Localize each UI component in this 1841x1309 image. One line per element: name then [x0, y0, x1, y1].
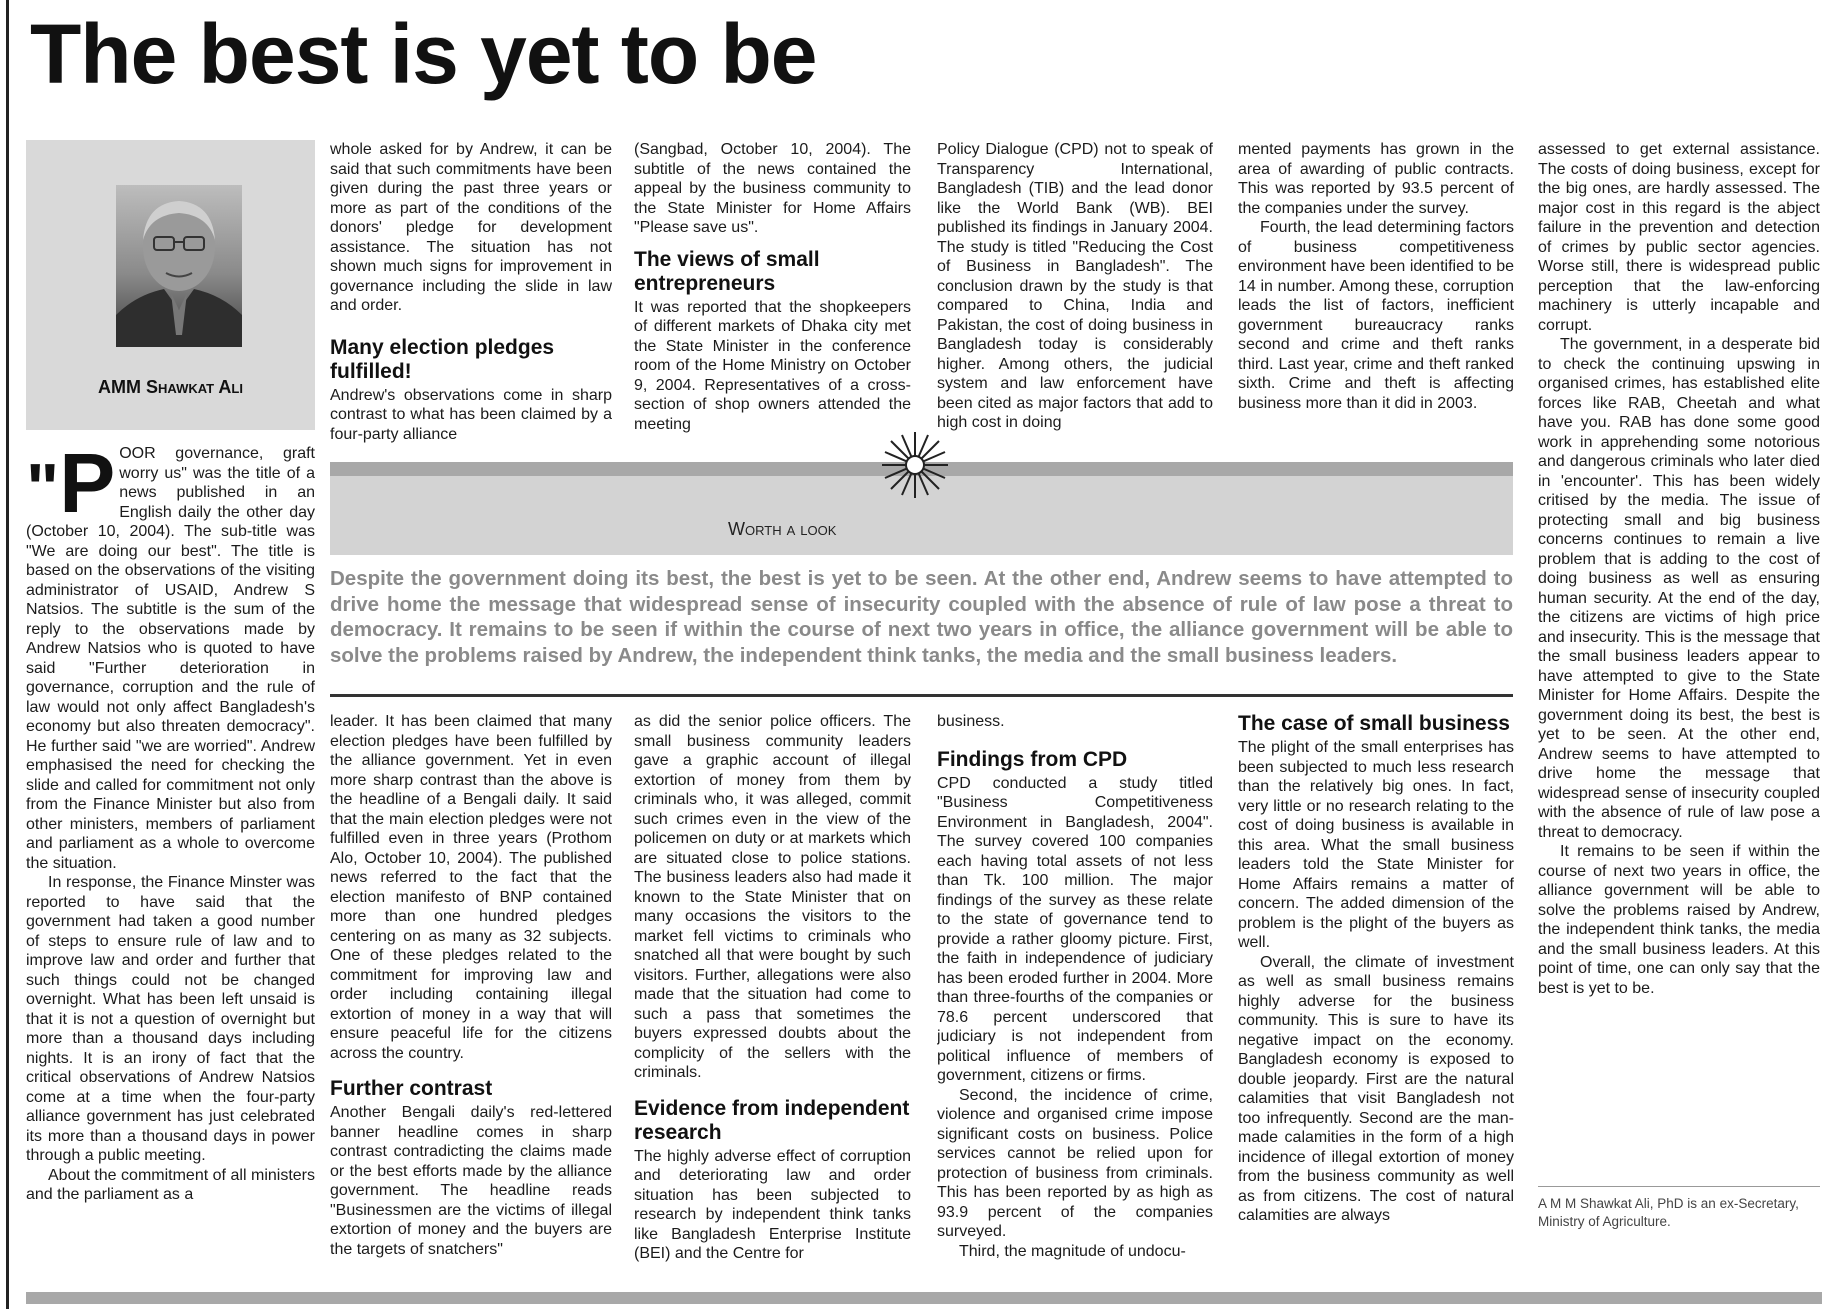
paragraph: In response, the Finance Minster was reported to have said that the government had taken a good number of steps to ensure rule of law and to improve law and order and further that such things could not be changed overnight. What has been left unsaid is that it is not a question of overnight but more than a thousand days including nights. It is an irony of fact that the critical observations of Andrew Natsios come at a time when the four-party alliance government has just celebrated its more than a thousand days in power through a public meeting. — [26, 874, 315, 1164]
paragraph: Another Bengali daily's red-lettered banner headline comes in sharp contrast contradicting the claims made or the best efforts made by the alliance government. The headline reads "Businessmen are the victims of illegal extortion of money and the buyers are the targets of snatchers" — [330, 1104, 612, 1258]
section-label: Worth a look — [728, 519, 837, 539]
paragraph: Overall, the climate of investment as well as small business remains highly adverse for the business community. This is sure to have its negative impact on the economy. Bangladesh economy is exposed to double jeopardy. First are the natural calamities that visit Bangladesh not too infrequently. Second are the man-made calamities in the form of a high incidence of illegal extortion of money from the business community as well as from citizens. The cost of natural calamities are always — [1238, 953, 1514, 1224]
paragraph: Andrew's observations come in sharp contrast to what has been claimed by a four-party alliance — [330, 386, 612, 443]
subheading: Findings from CPD — [937, 747, 1128, 771]
column-2-bottom — [330, 712, 612, 1287]
author-photo — [116, 185, 242, 347]
paragraph: The government, in a desperate bid to check the continuing upswing in organised crimes, has established elite forces like RAB, Cheetah and what have you. RAB has done some good work in apprehending some notorious and dangerous criminals who later died in 'encounter'. This has been widely critised by the media. The issue of protecting small and big business concerns continues to remain a live problem that is adding to the cost of doing business as well as ensuring human security. At the end of the day, the citizens are victims of high price and insecurity. This is the message that the small business leaders appear to have attempted to give to the State Minister for Home Affairs. Despite the government doing its best, the best is yet to be seen. At the other end, Andrew seems to have attempted to drive home the message that widespread sense of insecurity coupled with the absence of rule of law pose a threat to democracy. — [1538, 336, 1820, 841]
pull-quote-text: Despite the government doing its best, the best is yet to be seen. At the other end, Andrew seems to have attempted to drive home the message that widespread sense of insecurity coupled with the absence of rule of law pose a threat to democracy. It remains to be seen if within the course of next two years in office, the alliance government will be able to solve the problems raised by Andrew, the independent think tanks, the media and the small business leaders. — [330, 567, 1513, 667]
paragraph: mented payments has grown in the area of awarding of public contracts. This was reported by 93.5 percent of the companies under the survey. — [1238, 141, 1514, 217]
drop-cap: "P — [26, 444, 116, 530]
paragraph: CPD conducted a study titled "Business Competitiveness Environment in Bangladesh, 2004". The survey covered 100 companies each having total assets of not less than Tk. 100 million. The major findings of the survey as these relate to the state of governance tend to provide a rather gloomy picture. First, the faith in independence of judiciary has been eroded further in 2004. More than three-fourths of the companies or 78.6 percent underscored that judiciary is not independent from political influence of members of government, citizens or firms. — [937, 774, 1213, 1084]
column-6 — [1538, 140, 1820, 1180]
paragraph: "P OOR governance, graft worry us" was the title of a news published in an English daily the other day (October 10, 2004). The sub-title was "We are doing our best". The title is based on the observations of the visiting administrator of USAID, Andrew S Natsios. The subtitle is the sum of the reply to the observations made by Andrew Natsios who is quoted to have said "Further deterioration in governance, corruption and the rule of law would not only affect Bangladesh's economy but also threaten democracy". He further said "we are worried". Andrew emphasised the need for checking the slide and called for commitment not only from the Finance Minister but also from other ministers, members of parliament and parliament as a whole to overcome the situation. — [26, 444, 315, 872]
column-3-bottom — [634, 712, 911, 1287]
paragraph: The plight of the small enterprises has been subjected to much less research than the relatively big ones. In fact, very little or no research relating to the cost of doing business is available in this area. What the small business leaders told the State Minister for Home Affairs remains a matter of concern. The added dimension of the problem is the plight of the buyers as well. — [1238, 739, 1514, 951]
paragraph: Policy Dialogue (CPD) not to speak of Transparency International, Bangladesh (TIB) and the lead donor like the World Bank (WB). BEI published its findings in January 2004. The study is titled "Reducing the Cost of Business in Bangladesh". The conclusion drawn by the study is that compared to China, India and Pakistan, the cost of doing business in Bangladesh today is considerably higher. Among others, the judicial system and law enforcement have been cited as major factors that add to high cost in doing — [937, 141, 1213, 431]
paragraph: Second, the incidence of crime, violence and organised crime impose significant costs on business. Police services cannot be relied upon for protection of business from criminals. This has been reported by as high as 93.9 percent of the companies surveyed. — [937, 1086, 1213, 1240]
author-byline: AMM Shawkat Ali — [98, 377, 243, 397]
author-photo-box — [26, 140, 315, 430]
paragraph: (Sangbad, October 10, 2004). The subtitle of the news contained the appeal by the business community to the State Minister for Home Affairs "Please save us". — [634, 141, 911, 236]
column-5-top — [1238, 140, 1514, 445]
column-4-top — [937, 140, 1213, 445]
paragraph: It remains to be seen if within the course of next two years in office, the alliance government will be able to solve the problems raised by Andrew, the independent think tanks, the media and the small business leaders. At this point of time, one can only say that the best is yet to be. — [1538, 843, 1820, 997]
column-4-bottom — [937, 712, 1213, 1287]
divider-rule — [330, 694, 1513, 697]
subheading: Many election pledges fulfilled! — [330, 335, 555, 383]
column-5-bottom — [1238, 712, 1514, 1287]
subheading: Evidence from independent research — [634, 1096, 910, 1144]
paragraph: as did the senior police officers. The small business community leaders gave a graphic account of illegal extortion of money from them by criminals who, it was alleged, commit such crimes even in the view of the policemen on duty or at markets which are situated close to police stations. The business leaders also had made it known to the State Minister that on many occasions the visitors to the market fell victims to criminals who snatched all that were bought by such visitors. Further, allegations were also made that the situation had come to such a pass that sometimes the buyers expressed doubts about the complicity of the sellers with the criminals. — [634, 713, 911, 1081]
paragraph: Third, the magnitude of undocu- — [959, 1242, 1186, 1260]
paragraph: assessed to get external assistance. The costs of doing business, except for the big ones, are hardly assessed. The major cost in this regard is the abject failure in the prevention and detection of crimes by public sector agencies. Worse still, there is widespread public perception that the law-enforcing machinery is utterly incapable and corrupt. — [1538, 141, 1820, 334]
starburst-icon — [880, 430, 950, 500]
author-credit: A M M Shawkat Ali, PhD is an ex-Secretary, Ministry of Agriculture. — [1538, 1186, 1820, 1231]
column-1 — [26, 444, 315, 1289]
column-3-top — [634, 140, 911, 445]
bottom-rule — [26, 1292, 1822, 1304]
paragraph: leader. It has been claimed that many election pledges have been fulfilled by the alliance government. Yet in even more sharp contrast than the above is the headline of a Bengali daily. It said that the main election pledges were not fulfilled even in three years (Prothom Alo, October 10, 2004). The published news referred to the fact that the election manifesto of BNP contained more than one hundred pledges centering on as many as 32 subjects. One of these pledges related to the commitment for improving law and order including containing illegal extortion of money in a way that will ensure peaceful life for the citizens across the country. — [330, 713, 612, 1062]
paragraph: Fourth, the lead determining factors of business competitiveness environment have been identified to be 14 in number. Among these, corruption leads the list of factors, inefficient government bureaucracy ranks second and crime and theft ranks third. Last year, crime and theft ranked sixth. Crime and theft is affecting business more than it did in 2003. — [1238, 219, 1514, 412]
paragraph: whole asked for by Andrew, it can be said that such commitments have been given during the past three years or more as part of the conditions of the donors' pledge for development assistance. The situation has not shown much signs for improvement in governance including the slide in law and order. — [330, 141, 612, 314]
article-title: The best is yet to be — [30, 7, 817, 101]
subheading: Further contrast — [330, 1077, 493, 1100]
paragraph: About the commitment of all ministers and the parliament as a — [26, 1166, 315, 1203]
paragraph: It was reported that the shopkeepers of different markets of Dhaka city met the State Minister in the conference room of the Home Ministry on October 9, 2004. Representatives of a cross-section of shop owners attended the meeting — [634, 298, 911, 433]
paragraph: business. — [937, 713, 1005, 730]
subheading: The case of small business — [1238, 712, 1510, 735]
paragraph: The highly adverse effect of corruption and deteriorating law and order situation has been subjected to research by independent think tanks like Bangladesh Enterprise Institute (BEI) and the Centre for — [634, 1147, 911, 1262]
subheading: The views of small entrepreneurs — [634, 247, 820, 295]
left-margin-rule — [6, 0, 9, 1309]
column-2-top — [330, 140, 612, 450]
author-portrait-icon — [116, 185, 242, 347]
